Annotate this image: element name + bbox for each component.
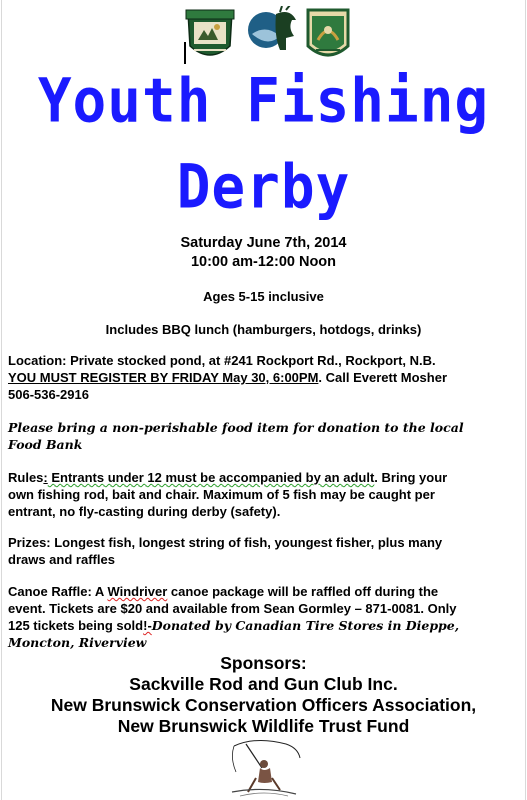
prizes-line-1: Prizes: Longest fish, longest string of fish, youngest fisher, plus many xyxy=(8,535,443,550)
prizes-line-2: draws and raffles xyxy=(8,552,115,567)
raffle-punctuation: !- xyxy=(143,618,152,633)
sponsor-item: New Brunswick Wildlife Trust Fund xyxy=(117,716,410,736)
location-line: Location: Private stocked pond, at #241 Rockport Rd., Rockport, N.B. xyxy=(8,353,436,368)
food-bank-line-2: Food Bank xyxy=(8,437,83,452)
raffle-donor: Donated by Canadian Tire Stores in Dieppe, xyxy=(151,618,460,633)
raffle-intro: Canoe Raffle: A xyxy=(8,584,108,599)
conservation-officers-logo xyxy=(184,6,236,66)
sponsor-item: Sackville Rod and Gun Club Inc. xyxy=(129,674,398,694)
title-line-1: Youth Fishing xyxy=(37,66,490,137)
event-includes: Includes BBQ lunch (hamburgers, hotdogs, drinks) xyxy=(105,322,422,337)
rules-block xyxy=(8,469,520,520)
contact-phone: 506-536-2916 xyxy=(8,387,89,402)
location-block xyxy=(8,352,520,403)
title-line-2: Derby xyxy=(176,152,351,223)
raffle-line-1-rest: canoe package will be raffled off during the xyxy=(167,584,439,599)
event-ages: Ages 5-15 inclusive xyxy=(203,289,324,304)
event-time: 10:00 am-12:00 Noon xyxy=(190,254,337,270)
raffle-line-2: event. Tickets are $20 and available from Sean Gormley – 871-0081. Only xyxy=(8,601,457,616)
rules-label: Rules xyxy=(8,470,44,485)
contact-person: . Call Everett Mosher xyxy=(318,370,448,385)
fly-fisherman-illustration xyxy=(226,738,302,798)
raffle-brand: Windriver xyxy=(107,584,168,599)
sponsor-item: New Brunswick Conservation Officers Association, xyxy=(50,695,477,715)
raffle-line-4: Moncton, Riverview xyxy=(8,635,147,650)
rules-supervision: Entrants under 12 must be accompanied by an adult xyxy=(47,470,375,485)
logo-row xyxy=(0,6,527,68)
prizes-block xyxy=(8,534,520,568)
raffle-block xyxy=(8,583,520,651)
rules-line-1-rest: . Bring your xyxy=(374,470,448,485)
rules-line-1 xyxy=(8,469,520,486)
rules-line-3: entrant, no fly-casting during derby (safety). xyxy=(8,504,281,519)
event-date: Saturday June 7th, 2014 xyxy=(180,235,347,251)
registration-line xyxy=(8,369,520,386)
rules-colon: : xyxy=(43,470,48,485)
registration-deadline: YOU MUST REGISTER BY FRIDAY May 30, 6:00PM xyxy=(8,370,319,385)
food-bank-line-1: Please bring a non-perishable food item for donation to the local xyxy=(8,420,464,435)
sponsors-heading: Sponsors: xyxy=(220,653,307,673)
raffle-tickets: 125 tickets being sold xyxy=(8,618,144,633)
sackville-rod-gun-club-logo xyxy=(304,6,352,66)
rules-line-2: own fishing rod, bait and chair. Maximum of 5 fish may be caught per xyxy=(8,487,435,502)
wildlife-trust-logo xyxy=(246,6,298,62)
food-bank-block xyxy=(8,419,520,453)
raffle-line-1 xyxy=(8,583,520,600)
raffle-line-3 xyxy=(8,617,520,634)
